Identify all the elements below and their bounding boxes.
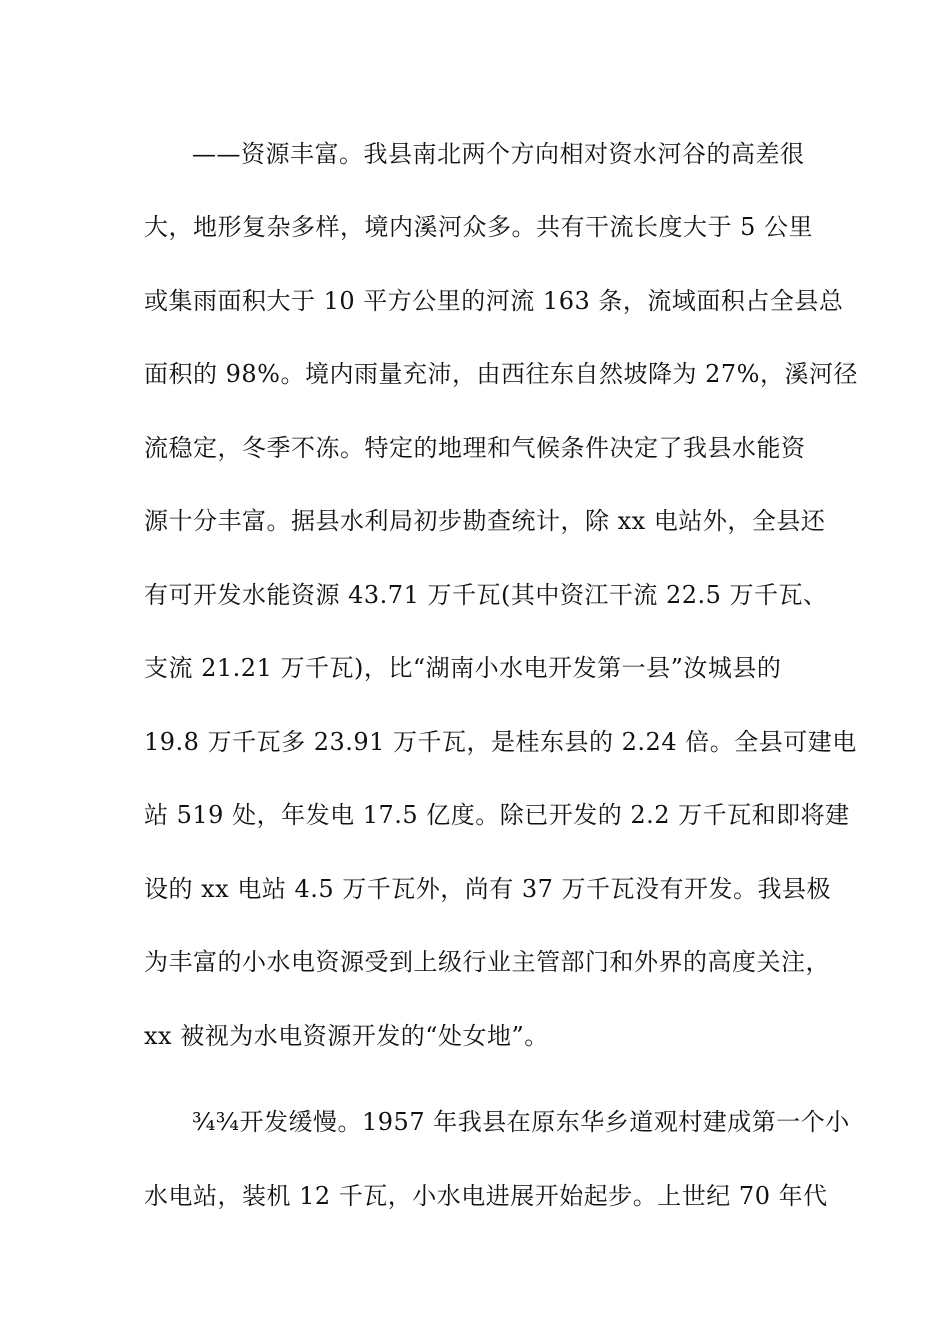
text-line: 流稳定，冬季不冻。特定的地理和气候条件决定了我县水能资 [144, 434, 806, 462]
text-line: xx 被视为水电资源开发的“处女地”。 [144, 1022, 549, 1050]
text-line: 水电站，装机 12 千瓦，小水电进展开始起步。上世纪 70 年代 [144, 1182, 828, 1210]
text-line: 设的 xx 电站 4.5 万千瓦外，尚有 37 万千瓦没有开发。我县极 [144, 875, 832, 903]
text-line: 站 519 处，年发电 17.5 亿度。除已开发的 2.2 万千瓦和即将建 [144, 801, 850, 829]
text-line: 为丰富的小水电资源受到上级行业主管部门和外界的高度关注， [144, 948, 830, 976]
text-line: 源十分丰富。据县水利局初步勘查统计，除 xx 电站外，全县还 [144, 507, 826, 535]
text-line: 面积的 98%。境内雨量充沛，由西往东自然坡降为 27%，溪河径 [144, 360, 858, 388]
text-line: 有可开发水能资源 43.71 万千瓦(其中资江干流 22.5 万千瓦、 [144, 581, 828, 609]
text-line: 支流 21.21 万千瓦)，比“湖南小水电开发第一县”汝城县的 [144, 654, 782, 682]
text-line: 19.8 万千瓦多 23.91 万千瓦，是桂东县的 2.24 倍。全县可建电 [144, 728, 857, 756]
text-line: ¾¾开发缓慢。1957 年我县在原东华乡道观村建成第一个小 [192, 1108, 850, 1136]
text-line: 大，地形复杂多样，境内溪河众多。共有干流长度大于 5 公里 [144, 213, 814, 241]
text-line: 或集雨面积大于 10 平方公里的河流 163 条，流域面积占全县总 [144, 287, 844, 315]
text-line: ——资源丰富。我县南北两个方向相对资水河谷的高差很 [192, 140, 805, 168]
